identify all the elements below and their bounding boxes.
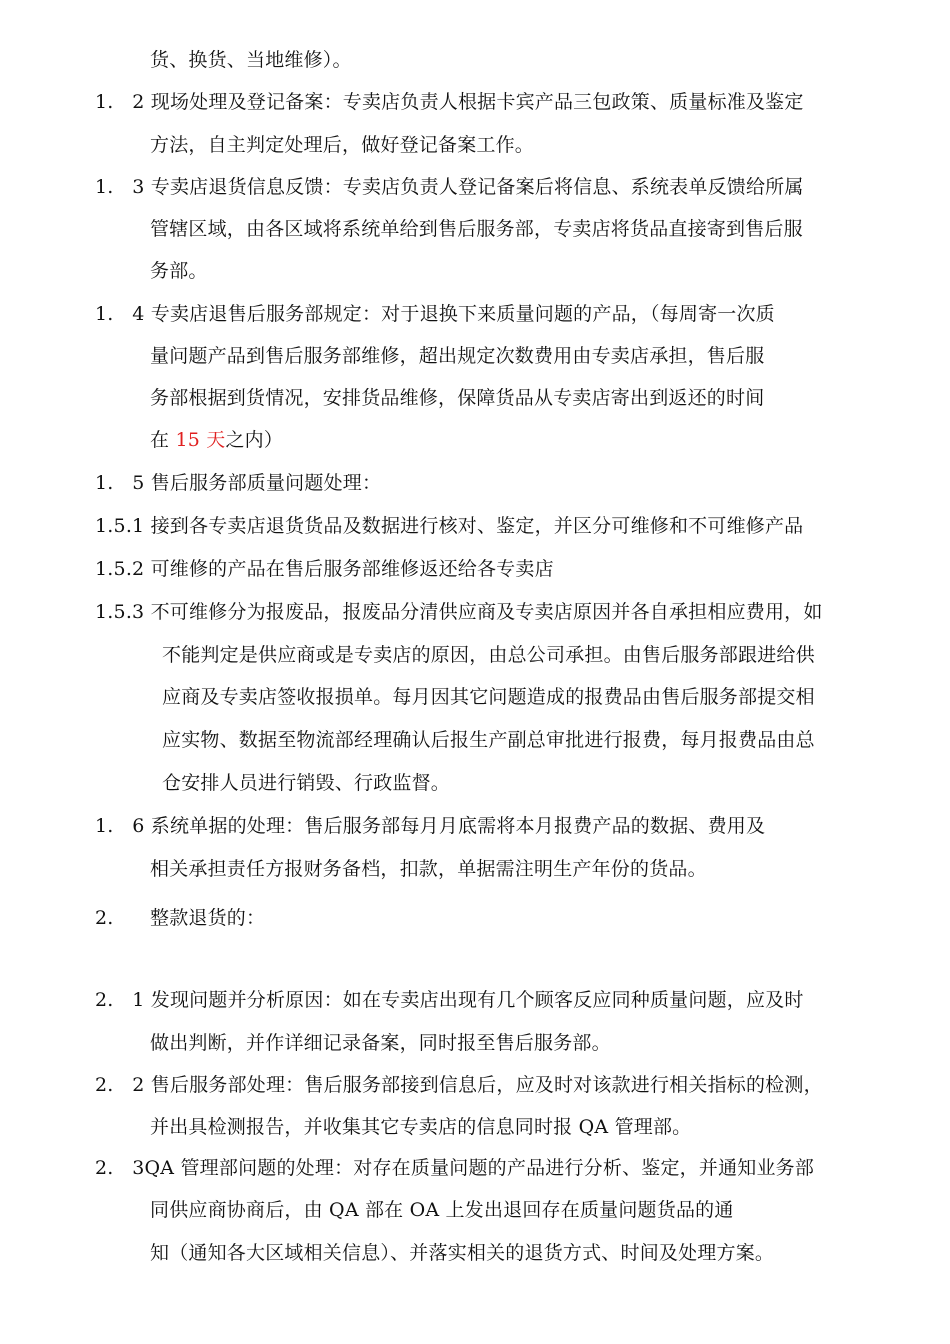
text-line-5: 管辖区域，由各区域将系统单给到售后服务部，专卖店将货品直接寄到售后服 <box>150 218 803 240</box>
text-line-25: 2. 3QA 管理部问题的处理：对存在质量问题的产品进行分析、鉴定，并通知业务部 <box>95 1157 815 1179</box>
text-line-8: 量问题产品到售后服务部维修，超出规定次数费用由专卖店承担，售后服 <box>150 345 765 367</box>
text-line-1: 货、换货、当地维修）。 <box>150 49 352 71</box>
text-line-11: 1. 5 售后服务部质量问题处理： <box>95 472 382 494</box>
text-line-22: 做出判断，并作详细记录备案，同时报至售后服务部。 <box>150 1032 611 1054</box>
text-line-17: 应实物、数据至物流部经理确认后报生产副总审批进行报费，每月报费品由总 <box>162 729 815 751</box>
text-line-7: 1. 4 专卖店退售后服务部规定：对于退换下来质量问题的产品，（每周寄一次质 <box>95 303 775 325</box>
text-line-14: 1.5.3 不可维修分为报废品，报废品分清供应商及专卖店原因并各自承担相应费用，如 <box>95 601 823 623</box>
text-line-19: 1. 6 系统单据的处理：售后服务部每月月底需将本月报费产品的数据、费用及 <box>95 815 766 837</box>
text-line-12: 1.5.1 接到各专卖店退货货品及数据进行核对、鉴定，并区分可维修和不可维修产品 <box>95 515 804 537</box>
text-line-13: 1.5.2 可维修的产品在售后服务部维修返还给各专卖店 <box>95 558 554 580</box>
section-heading: 整款退货的： <box>150 907 266 929</box>
text-line-26: 同供应商协商后，由 QA 部在 OA 上发出退回存在质量问题货品的通 <box>150 1199 734 1221</box>
text-line-16: 应商及专卖店签收报损单。每月因其它问题造成的报费品由售后服务部提交相 <box>162 686 815 708</box>
text-line-20: 相关承担责任方报财务备档，扣款，单据需注明生产年份的货品。 <box>150 858 707 880</box>
text-line-9: 务部根据到货情况，安排货品维修，保障货品从专卖店寄出到返还的时间 <box>150 387 765 409</box>
text-line-23: 2. 2 售后服务部处理：售后服务部接到信息后，应及时对该款进行相关指标的检测， <box>95 1074 823 1096</box>
text-segment-suffix: 之内） <box>225 429 284 451</box>
text-line-6: 务部。 <box>150 260 208 282</box>
text-line-27: 知（通知各大区域相关信息）、并落实相关的退货方式、时间及处理方案。 <box>150 1242 775 1264</box>
text-line-21: 2. 1 发现问题并分析原因：如在专卖店出现有几个顾客反应同种质量问题，应及时 <box>95 989 804 1011</box>
text-line-3: 方法，自主判定处理后，做好登记备案工作。 <box>150 134 535 156</box>
text-line-4: 1. 3 专卖店退货信息反馈：专卖店负责人登记备案后将信息、系统表单反馈给所属 <box>95 176 804 198</box>
text-line-10 <box>150 428 283 452</box>
text-line-2: 1. 2 现场处理及登记备案：专卖店负责人根据卡宾产品三包政策、质量标准及鉴定 <box>95 91 804 113</box>
highlight-days: 15 天 <box>175 429 226 451</box>
text-line-18: 仓安排人员进行销毁、行政监督。 <box>162 772 451 794</box>
text-line-24: 并出具检测报告，并收集其它专卖店的信息同时报 QA 管理部。 <box>150 1116 692 1138</box>
text-line-15: 不能判定是供应商或是专卖店的原因，由总公司承担。由售后服务部跟进给供 <box>162 644 815 666</box>
text-segment-prefix: 在 <box>150 429 176 451</box>
section-number: 2. <box>95 907 114 929</box>
